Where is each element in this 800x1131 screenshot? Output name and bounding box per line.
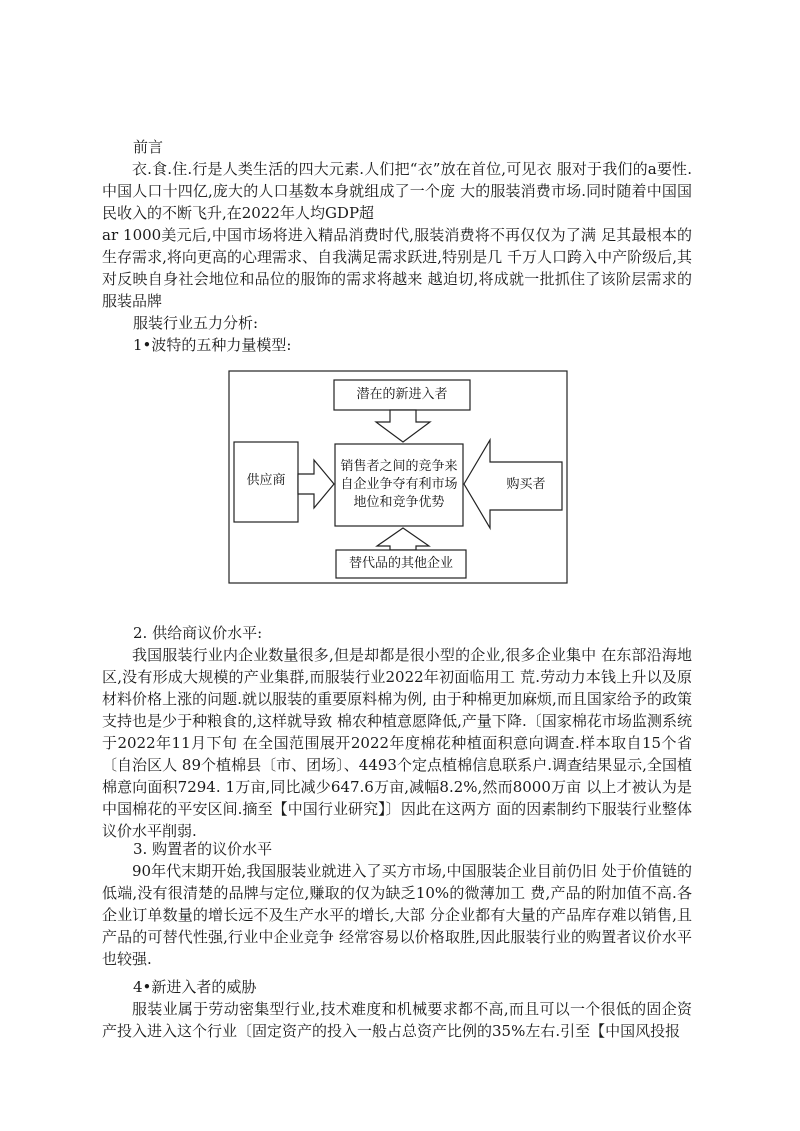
left-arrow bbox=[298, 460, 334, 508]
center-label bbox=[335, 458, 463, 512]
preface-paragraph-continued: ar 1000美元后,中国市场将进入精品消费时代,服装消费将不再仅仅为了满 足其最根本的生存需求,将向更高的心理需求、自我满足需求跃进,特别是几 千万人口跨入中产阶级后,其对反映自身社会地位和品位的服饰的需求将越来 越迫切,将成就一批抓住了该阶层需求的服装品牌 bbox=[102, 226, 692, 310]
center-label-line-2: 自企业争夺有利市场 bbox=[340, 477, 458, 492]
top-arrow bbox=[376, 410, 430, 442]
substitutes-label: 替代品的其他企业 bbox=[348, 556, 453, 571]
supplier-heading: 2. 供给商议价水平: bbox=[133, 624, 263, 642]
supplier-label: 供应商 bbox=[246, 473, 286, 488]
entrant-heading: 4•新进入者的威胁 bbox=[133, 978, 257, 996]
bottom-arrow bbox=[377, 528, 429, 550]
porter-model-subheading: 1•波特的五种力量模型: bbox=[133, 336, 292, 354]
buyer-label: 购买者 bbox=[506, 477, 546, 492]
porter-five-forces-diagram bbox=[228, 370, 568, 584]
five-forces-heading: 服装行业五力分析: bbox=[133, 314, 259, 332]
entrant-paragraph: 服装业属于劳动密集型行业,技术难度和机械要求都不高,而且可以一个很低的固企资产投入进入这个行业〔固定资产的投入一般占总资产比例的35%左右.引至【中国风投报 bbox=[102, 1000, 692, 1040]
preface-title: 前言 bbox=[133, 138, 164, 156]
center-label-line-1: 销售者之间的竞争来 bbox=[340, 459, 458, 474]
supplier-paragraph: 我国服装行业内企业数量很多,但是却都是很小型的企业,很多企业集中 在东部沿海地区,没有形成大规模的产业集群,而服装行业2022年初面临用工 荒.劳动力本钱上升以及原材料价格上涨的问题.就以服装的重要原料棉为例, 由于种棉更加麻烦,而且国家给予的政策支持也是少于种粮食的,这样就导致 棉农种植意愿降低,产量下降.〔国家棉花市场监测系统于2022年11月下旬 在全国范围展开2022年度棉花种植面积意向调查.样本取自15个省〔自治区人 89个植棉县〔市、团场〕、4493个定点植棉信息联系户.调查结果显示,全国植棉意向面积7294. 1万亩,同比减少647.6万亩,减幅8.2%,然而8000万亩 以上才被认为是中国棉花的平安区间.摘至【中国行业研究】〕因此在这两方 面的因素制约下服装行业整体议价水平削弱. bbox=[102, 646, 692, 840]
potential-entrants-label: 潜在的新进入者 bbox=[356, 387, 448, 402]
buyer-paragraph: 90年代末期开始,我国服装业就进入了买方市场,中国服装企业目前仍旧 处于价值链的低端,没有很清楚的品牌与定位,赚取的仅为缺乏10%的微薄加工 费,产品的附加值不高.各企业订单数量的增长远不及生产水平的增长,大部 分企业都有大量的产品库存难以销售,且产品的可替代性强,行业中企业竞争 经常容易以价格取胜,因此服装行业的购置者议价水平也较强. bbox=[102, 862, 692, 968]
buyer-heading: 3. 购置者的议价水平 bbox=[133, 840, 273, 858]
center-label-line-3: 地位和竞争优势 bbox=[353, 495, 445, 510]
preface-paragraph: 衣.食.住.行是人类生活的四大元素.人们把“衣”放在首位,可见衣 服对于我们的a要性.中国人口十四亿,庞大的人口基数本身就组成了一个庞 大的服装消费市场.同时随着中国国民收入的不断飞升,在2022年人均GDP超 bbox=[102, 160, 692, 222]
